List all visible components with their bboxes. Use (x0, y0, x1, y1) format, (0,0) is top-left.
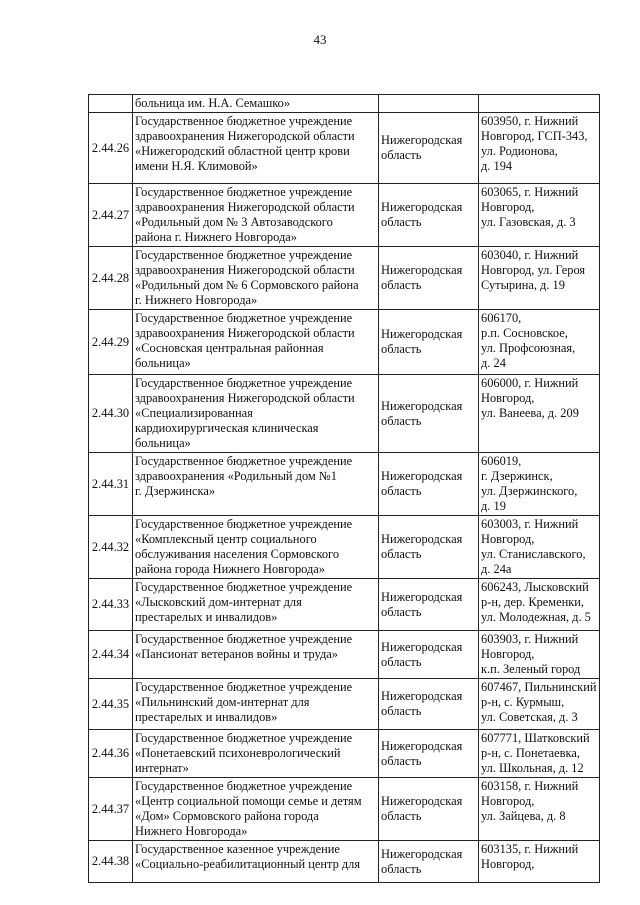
region-name: Нижегородская область (381, 639, 463, 669)
region-name-cell (379, 113, 479, 184)
table-row (89, 184, 600, 247)
postal-address-cell (479, 113, 600, 184)
table-row (89, 247, 600, 310)
region-name: Нижегородская область (381, 532, 463, 561)
postal-address-cell (479, 778, 600, 841)
table-row (89, 516, 600, 579)
institution-name-cell (133, 730, 379, 778)
row-number-cell (89, 841, 133, 883)
region-name-cell (379, 631, 479, 679)
row-number-cell (89, 679, 133, 730)
postal-address: 603065, г. Нижний Новгород, ул. Газовская, д. 3 (481, 185, 579, 229)
postal-address-cell (479, 631, 600, 679)
institution-name-cell (133, 631, 379, 679)
row-number-cell (89, 247, 133, 310)
institution-name-cell (133, 375, 379, 453)
postal-address: 603040, г. Нижний Новгород, ул. Героя Сутырина, д. 19 (481, 248, 586, 292)
row-number: 2.44.26 (91, 140, 130, 155)
row-number: 2.44.33 (91, 597, 130, 611)
region-name: Нижегородская область (381, 200, 463, 229)
institution-name-cell (133, 113, 379, 184)
institution-name: Государственное бюджетное учреждение «Понетаевский психоневрологический интернат» (135, 731, 353, 775)
postal-address: 603903, г. Нижний Новгород, к.п. Зеленый город (481, 632, 581, 676)
row-number-cell (89, 778, 133, 841)
region-name-cell (379, 841, 479, 883)
institution-name: Государственное бюджетное учреждение здравоохранения Нижегородской области «Родильный дом № 6 Сормовского района г. Нижнего Новгорода» (135, 248, 359, 307)
institution-name: Государственное бюджетное учреждение «Комплексный центр социального обслуживания населения Сормовского района города Нижнего Новгорода» (135, 517, 353, 576)
institution-name-cell (133, 310, 379, 375)
row-number-cell (89, 631, 133, 679)
row-number-cell (89, 730, 133, 778)
postal-address: 606243, Лысковский р-н, дер. Кременки, ул. Молодежная, д. 5 (481, 580, 591, 624)
row-number-cell (89, 184, 133, 247)
region-name-cell (379, 579, 479, 631)
postal-address: 606170, р.п. Сосновское, ул. Профсоюзная, д. 24 (481, 311, 576, 370)
institution-name: Государственное бюджетное учреждение здравоохранения Нижегородской области «Специализированная кардиохирургическая клиническая больница» (135, 376, 355, 450)
region-name-cell (379, 95, 479, 113)
institution-name-cell (133, 247, 379, 310)
row-number: 2.44.37 (91, 801, 130, 816)
postal-address: 606019, г. Дзержинск, ул. Дзержинского, д. 19 (481, 454, 578, 513)
row-number: 2.44.38 (91, 854, 130, 868)
institution-name-cell (133, 453, 379, 516)
institution-name: Государственное бюджетное учреждение «Центр социальной помощи семье и детям «Дом» Сормовского района города Нижнего Новгорода» (135, 779, 362, 838)
postal-address-cell (479, 95, 600, 113)
institution-name-cell (133, 579, 379, 631)
postal-address: 606000, г. Нижний Новгород, ул. Ванеева, д. 209 (481, 376, 579, 420)
table-row (89, 453, 600, 516)
row-number-cell (89, 375, 133, 453)
region-name: Нижегородская область (381, 589, 463, 619)
region-name-cell (379, 730, 479, 778)
region-name: Нижегородская область (381, 794, 463, 823)
institution-name: Государственное бюджетное учреждение здравоохранения «Родильный дом №1 г. Дзержинска» (135, 454, 353, 498)
region-name-cell (379, 778, 479, 841)
table-row (89, 113, 600, 184)
region-name: Нижегородская область (381, 327, 463, 356)
table-row (89, 778, 600, 841)
institution-name: Государственное бюджетное учреждение «Пансионат ветеранов войны и труда» (135, 632, 353, 661)
postal-address-cell (479, 730, 600, 778)
row-number: 2.44.35 (91, 696, 130, 711)
region-name: Нижегородская область (381, 263, 463, 292)
region-name: Нижегородская область (381, 133, 463, 162)
institution-name: Государственное бюджетное учреждение здравоохранения Нижегородской области «Сосновская центральная районная больница» (135, 311, 355, 370)
postal-address: 607467, Пильнинский р-н, с. Курмыш, ул. Советская, д. 3 (481, 680, 597, 724)
region-name-cell (379, 247, 479, 310)
region-name-cell (379, 310, 479, 375)
row-number-cell (89, 113, 133, 184)
page-number: 43 (313, 32, 327, 47)
postal-address-cell (479, 516, 600, 579)
region-name: Нижегородская область (381, 846, 463, 876)
postal-address: 603158, г. Нижний Новгород, ул. Зайцева, д. 8 (481, 779, 579, 823)
region-name-cell (379, 375, 479, 453)
postal-address-cell (479, 310, 600, 375)
institution-name-cell (133, 516, 379, 579)
institution-name-cell (133, 95, 379, 113)
postal-address-cell (479, 579, 600, 631)
institutions-table (88, 94, 600, 883)
region-name: Нижегородская область (381, 689, 463, 718)
table-row (89, 375, 600, 453)
institution-name: больница им. Н.А. Семашко» (135, 96, 291, 110)
postal-address: 607771, Шатковский р-н, с. Понетаевка, ул. Школьная, д. 12 (481, 731, 590, 775)
region-name-cell (379, 516, 479, 579)
row-number-cell (89, 516, 133, 579)
table-row (89, 579, 600, 631)
postal-address-cell (479, 184, 600, 247)
table-row (89, 95, 600, 113)
region-name-cell (379, 184, 479, 247)
row-number-cell (89, 310, 133, 375)
institution-name-cell (133, 778, 379, 841)
row-number-cell (89, 453, 133, 516)
postal-address-cell (479, 247, 600, 310)
table-row (89, 679, 600, 730)
table-row (89, 310, 600, 375)
row-number: 2.44.27 (91, 207, 130, 222)
row-number-cell (89, 95, 133, 113)
institution-name-cell (133, 679, 379, 730)
postal-address-cell (479, 841, 600, 883)
institution-name: Государственное казенное учреждение «Социально-реабилитационный центр для (135, 842, 361, 871)
institution-name-cell (133, 184, 379, 247)
institution-name: Государственное бюджетное учреждение здравоохранения Нижегородской области «Родильный дом № 3 Автозаводского района г. Нижнего Новгорода» (135, 185, 355, 244)
row-number: 2.44.29 (91, 334, 130, 349)
row-number: 2.44.28 (91, 270, 130, 285)
institution-name: Государственное бюджетное учреждение «Пильнинский дом-интернат для престарелых и инвалидов» (135, 680, 353, 724)
postal-address: 603003, г. Нижний Новгород, ул. Станиславского, д. 24а (481, 517, 586, 576)
row-number: 2.44.36 (91, 746, 130, 760)
postal-address-cell (479, 679, 600, 730)
row-number-cell (89, 579, 133, 631)
postal-address-cell (479, 375, 600, 453)
table-row (89, 730, 600, 778)
row-number: 2.44.31 (91, 476, 130, 491)
institution-name: Государственное бюджетное учреждение здравоохранения Нижегородской области «Нижегородский областной центр крови имени Н.Я. Климовой» (135, 114, 355, 173)
postal-address: 603135, г. Нижний Новгород, (481, 842, 579, 871)
institution-name: Государственное бюджетное учреждение «Лысковский дом-интернат для престарелых и инвалидов» (135, 580, 353, 624)
row-number: 2.44.34 (91, 647, 130, 661)
region-name-cell (379, 453, 479, 516)
region-name: Нижегородская область (381, 398, 463, 428)
region-name: Нижегородская область (381, 469, 463, 498)
region-name: Нижегородская область (381, 738, 463, 768)
table-row (89, 841, 600, 883)
postal-address-cell (479, 453, 600, 516)
row-number: 2.44.32 (91, 539, 130, 554)
institution-name-cell (133, 841, 379, 883)
table-row (89, 631, 600, 679)
region-name-cell (379, 679, 479, 730)
table-body (89, 95, 600, 883)
row-number: 2.44.30 (91, 406, 130, 420)
postal-address: 603950, г. Нижний Новгород, ГСП-343, ул. Родионова, д. 194 (481, 114, 588, 173)
